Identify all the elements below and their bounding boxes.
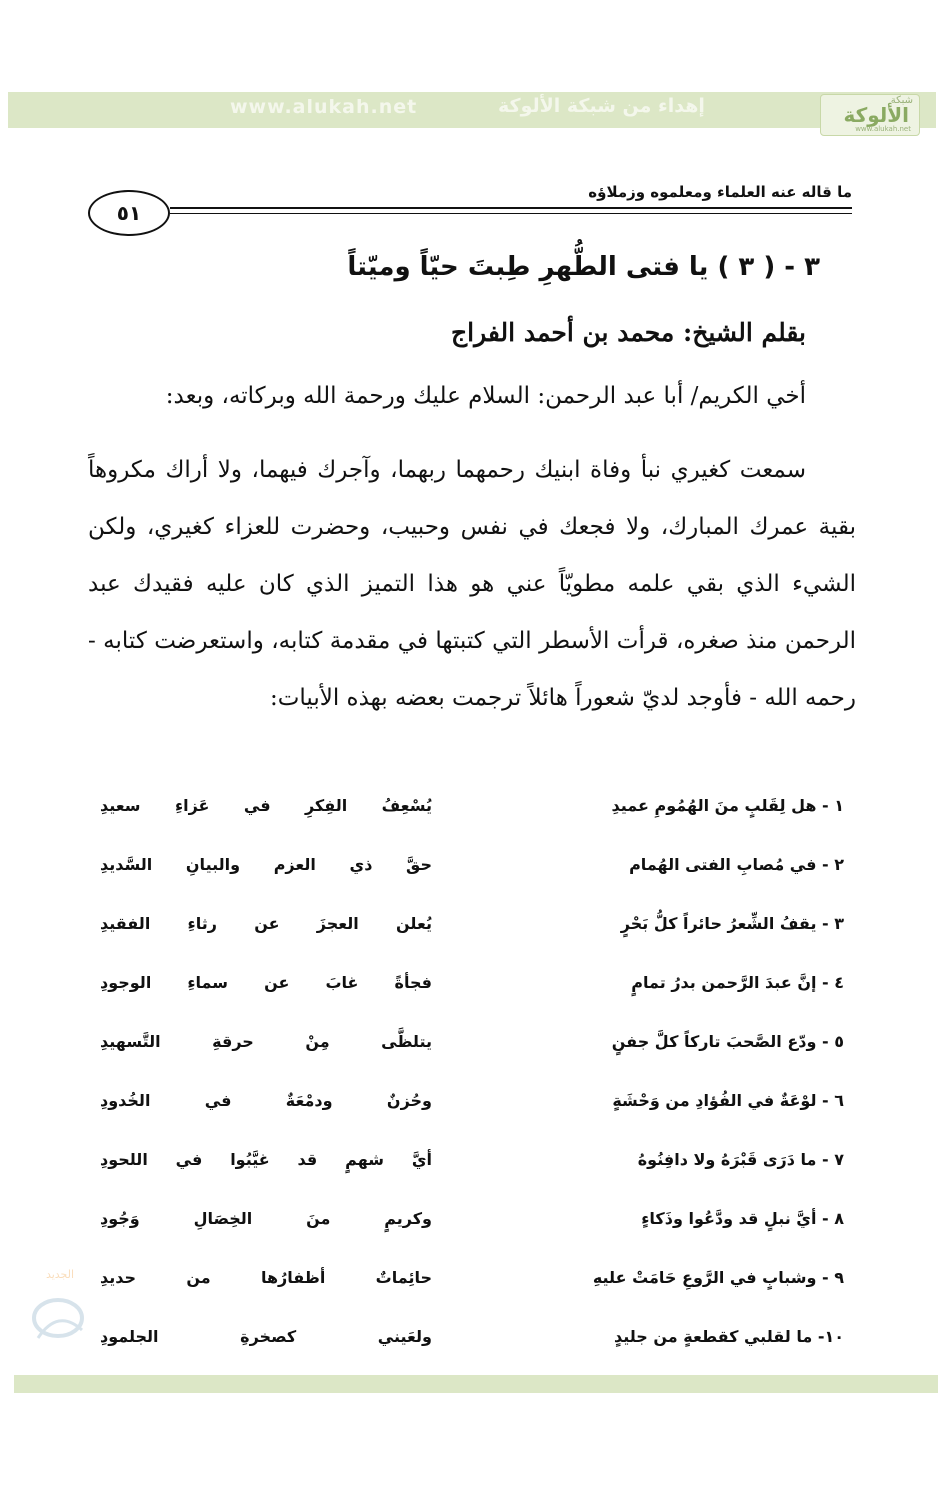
verse-second-hemistich: ولعَيني كصخرةِ الجلمودِ xyxy=(100,1327,432,1346)
watermark-stamp xyxy=(28,1268,92,1354)
verse-first-hemistich: ٥ - ودّع الصَّحبَ تاركاً كلَّ جفنٍ xyxy=(611,1032,844,1051)
poem-verse xyxy=(100,914,844,954)
header-rule xyxy=(170,207,852,209)
verse-first-hemistich: ١٠- ما لقلبي كقطعةٍ من جليدٍ xyxy=(614,1327,844,1346)
verse-second-hemistich: يُعلن العجزَ عن رثاءِ الفقيدِ xyxy=(100,914,432,933)
verse-second-hemistich: يتلظَّى مِنْ حرقةِ التَّسهيدِ xyxy=(100,1032,432,1051)
poem-verse xyxy=(100,1150,844,1190)
poem-verse xyxy=(100,855,844,895)
verse-first-hemistich: ٤ - إنَّ عبدَ الرَّحمن بدرُ تمامٍ xyxy=(631,973,844,992)
verse-first-hemistich: ٦ - لوْعَةٌ في الفُؤادِ من وَحْشَةٍ xyxy=(612,1091,844,1110)
logo-top-text: شبكة xyxy=(890,95,913,106)
poem-verse xyxy=(100,1091,844,1131)
running-header: ما قاله عنه العلماء ومعلموه وزملاؤه xyxy=(588,183,852,201)
verse-second-hemistich: أيَّ شهمٍ قد غيَّبُوا في اللحودِ xyxy=(100,1150,432,1169)
body-paragraph: سمعت كغيري نبأ وفاة ابنيك رحمهما ربهما، وآجرك فيهما، ولا أراك مكروهاً بقية عمرك المبارك، ولا فجعك في نفس وحبيب، وحضرت للعزاء كغيري، ولكن الشيء الذي بقي علمه مطويّاً عني هو هذا التميز الذي كان عليه فقيدك عبد الرحمن منذ صغره، قرأت الأسطر التي كتبتها في مقدمة كتابه، واستعرضت كتابه - رحمه الله - فأوجد لديّ شعوراً هائلاً ترجمت بعضه بهذه الأبيات: xyxy=(88,457,856,711)
stamp-text: الجديد xyxy=(45,1268,75,1281)
top-banner xyxy=(8,92,936,133)
verse-first-hemistich: ٣ - يقفُ الشِّعرُ حائراً كلُّ بَحْرٍ xyxy=(620,914,844,933)
poem-verse xyxy=(100,1327,844,1367)
logo-sub-text: www.alukah.net xyxy=(855,125,911,133)
poem-verse xyxy=(100,1209,844,1249)
verse-second-hemistich: وحُزنٌ ودمْعَةٌ في الخُدودِ xyxy=(100,1091,432,1110)
verse-first-hemistich: ٢ - في مُصابِ الفتى الهُمام xyxy=(629,855,844,874)
verse-second-hemistich: حقَّ ذي العزم والبيانِ السَّديدِ xyxy=(100,855,432,874)
banner-url[interactable]: www.alukah.net xyxy=(230,96,418,118)
byline: بقلم الشيخ: محمد بن أحمد الفراج xyxy=(451,318,806,347)
bottom-banner xyxy=(14,1375,938,1393)
verse-second-hemistich: فجأةً غابَ عن سماءِ الوجودِ xyxy=(100,973,432,992)
verse-first-hemistich: ١ - هل لِقَلبٍ منَ الهُمُومِ عميدِ xyxy=(611,796,844,815)
verse-second-hemistich: وكريمٍ منَ الخِصَالِ وَجُودِ xyxy=(100,1209,432,1228)
verse-first-hemistich: ٩ - وشبابٍ في الرَّوعِ حَامَتْ عليهِ xyxy=(592,1268,844,1287)
poem-verse xyxy=(100,1268,844,1308)
header-rule-thin xyxy=(170,213,852,214)
poem-verse xyxy=(100,973,844,1013)
poem-verse xyxy=(100,1032,844,1072)
verse-second-hemistich: حائِماتٌ أظفارُها من حديدِ xyxy=(100,1268,432,1287)
banner-tagline: إهداء من شبكة الألوكة xyxy=(498,95,705,117)
verse-second-hemistich: يُسْعِفُ الفِكرِ في عَزاءِ سعيدِ xyxy=(100,796,432,815)
section-title: ٣ - ( ٣ ) يا فتى الطُّهرِ طِبتَ حيّاً وميّتاً xyxy=(347,252,820,282)
verse-first-hemistich: ٨ - أيَّ نبلٍ قد ودَّعُوا وذَكاءٍ xyxy=(641,1209,844,1228)
salutation: أخي الكريم/ أبا عبد الرحمن: السلام عليك ورحمة الله وبركاته، وبعد: xyxy=(165,383,806,409)
poem-verse xyxy=(100,796,844,836)
alukah-logo xyxy=(820,94,920,136)
verse-first-hemistich: ٧ - ما دَرَى قَبْرَهُ ولا دافِنُوهُ xyxy=(637,1150,844,1169)
page-number: ٥١ xyxy=(88,190,170,236)
logo-main-text: الألوكة xyxy=(843,103,909,127)
